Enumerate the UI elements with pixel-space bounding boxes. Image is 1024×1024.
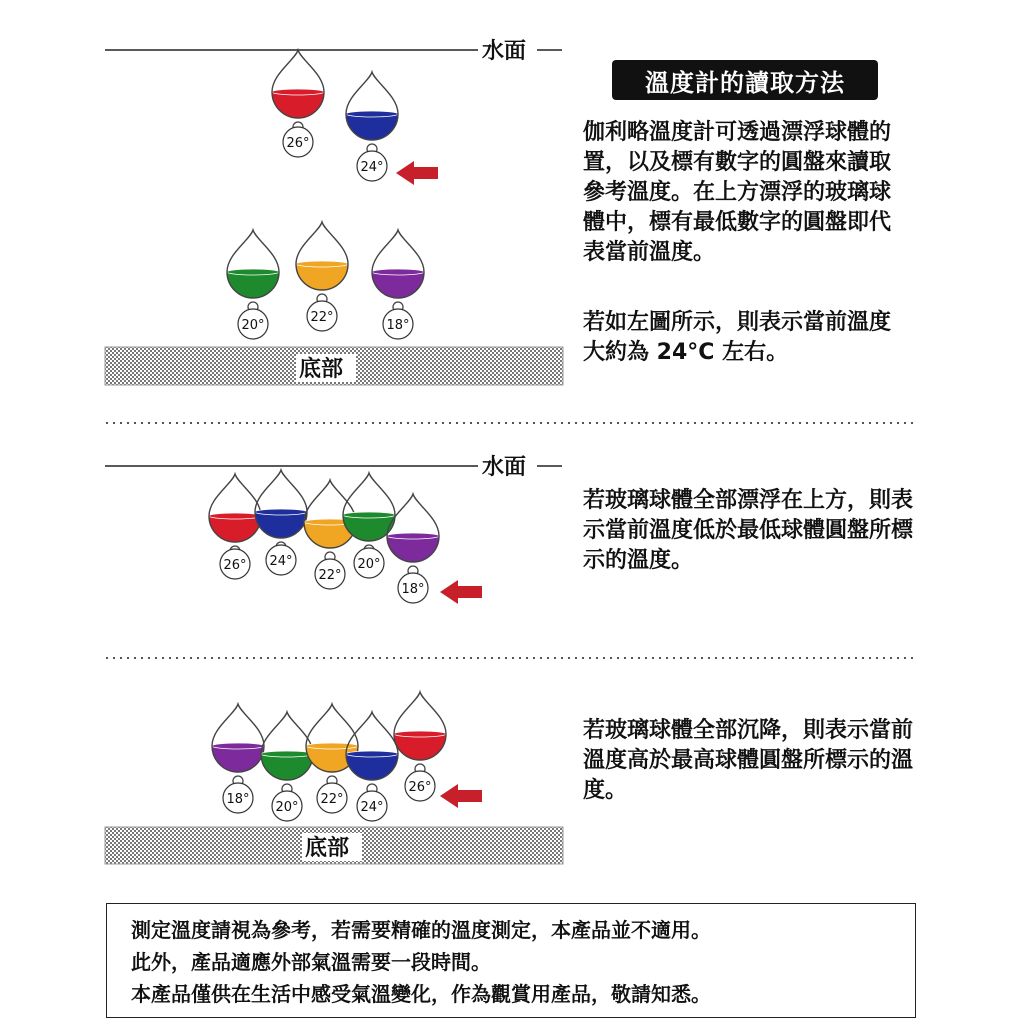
glass-sphere-green [227, 230, 279, 339]
liquid-surface [394, 731, 446, 737]
panel-all-sunk [105, 692, 563, 864]
notice-line: 此外，產品適應外部氣溫需要一段時間。 [131, 950, 491, 974]
page-title: 溫度計的讀取方法 [612, 60, 878, 100]
glass-sphere-purple [372, 230, 424, 339]
glass-sphere-green [343, 473, 395, 578]
liquid-surface [212, 743, 264, 749]
glass-sphere-orange [296, 222, 348, 331]
paragraph-all-floating: 若玻璃球體全部漂浮在上方，則表示當前溫度低於最低球體圓盤所標示的溫度。 [583, 488, 914, 573]
panel-example [105, 39, 563, 385]
liquid-fill [372, 272, 424, 298]
liquid-surface [372, 269, 424, 275]
liquid-fill [346, 114, 398, 140]
water-surface-label: 水面 [482, 39, 527, 64]
liquid-surface [306, 743, 358, 749]
temperature-tag-label: 20° [241, 318, 265, 333]
paragraph-intro: 伽利略溫度計可透過漂浮球體的置，以及標有數字的圓盤來讀取參考溫度。在上方漂浮的玻璃球體中，標有最低數字的圓盤即代表當前溫度。 [583, 120, 892, 265]
liquid-surface [346, 751, 398, 757]
glass-sphere-blue [346, 72, 398, 181]
spheres [209, 470, 439, 603]
temperature-tag-label: 26° [408, 780, 432, 795]
liquid-surface [343, 512, 395, 518]
liquid-fill [387, 536, 439, 562]
indicator-arrow [440, 580, 482, 604]
indicator-arrow [440, 784, 482, 808]
liquid-surface [346, 111, 398, 117]
liquid-fill [394, 734, 446, 760]
liquid-fill [296, 264, 348, 290]
glass-sphere-red [394, 692, 446, 801]
temperature-tag-label: 20° [357, 557, 381, 572]
glass-sphere-blue [255, 470, 307, 575]
spheres [227, 50, 424, 339]
temperature-tag-label: 26° [286, 136, 310, 151]
liquid-fill [261, 754, 313, 780]
temperature-tag-label: 18° [386, 318, 410, 333]
glass-sphere-red [272, 50, 324, 157]
liquid-fill [209, 516, 261, 542]
liquid-fill [227, 272, 279, 298]
glass-sphere-orange [304, 480, 356, 589]
temperature-tag-label: 22° [310, 310, 334, 325]
liquid-fill [272, 92, 324, 118]
liquid-surface [261, 751, 313, 757]
temperature-tag-label: 22° [318, 568, 342, 583]
glass-sphere-green [261, 712, 313, 821]
temperature-tag-label: 26° [223, 558, 247, 573]
bottom-label: 底部 [299, 357, 344, 382]
temperature-tag-label: 20° [275, 800, 299, 815]
glass-sphere-blue [346, 712, 398, 821]
temperature-tag-label: 24° [360, 160, 384, 175]
liquid-surface [255, 509, 307, 515]
temperature-tag-label: 22° [320, 792, 344, 807]
liquid-surface [227, 269, 279, 275]
temperature-tag-label: 18° [226, 792, 250, 807]
liquid-fill [255, 512, 307, 538]
temperature-tag-label: 24° [269, 554, 293, 569]
notice-box [106, 903, 916, 1018]
liquid-surface [272, 89, 324, 95]
bottom-label: 底部 [305, 836, 350, 861]
notice-line: 本產品僅供在生活中感受氣溫變化，作為觀賞用產品，敬請知悉。 [131, 982, 711, 1006]
temperature-tag-label: 18° [401, 582, 425, 597]
liquid-surface [387, 533, 439, 539]
notice-line: 測定溫度請視為參考，若需要精確的溫度測定，本產品並不適用。 [131, 918, 711, 942]
indicator-arrow [396, 161, 438, 185]
paragraph-example: 若如左圖所示，則表示當前溫度大約為 24°C 左右。 [583, 310, 892, 365]
paragraph-all-sunk: 若玻璃球體全部沉降，則表示當前溫度高於最高球體圓盤所標示的溫度。 [583, 718, 914, 803]
liquid-surface [209, 513, 261, 519]
spheres [212, 692, 446, 821]
glass-sphere-purple [212, 704, 264, 813]
liquid-surface [296, 261, 348, 267]
panel-all-floating [105, 455, 562, 604]
liquid-fill [346, 754, 398, 780]
glass-sphere-red [209, 474, 261, 579]
temperature-tag-label: 24° [360, 800, 384, 815]
water-surface-label: 水面 [482, 455, 527, 480]
liquid-fill [212, 746, 264, 772]
